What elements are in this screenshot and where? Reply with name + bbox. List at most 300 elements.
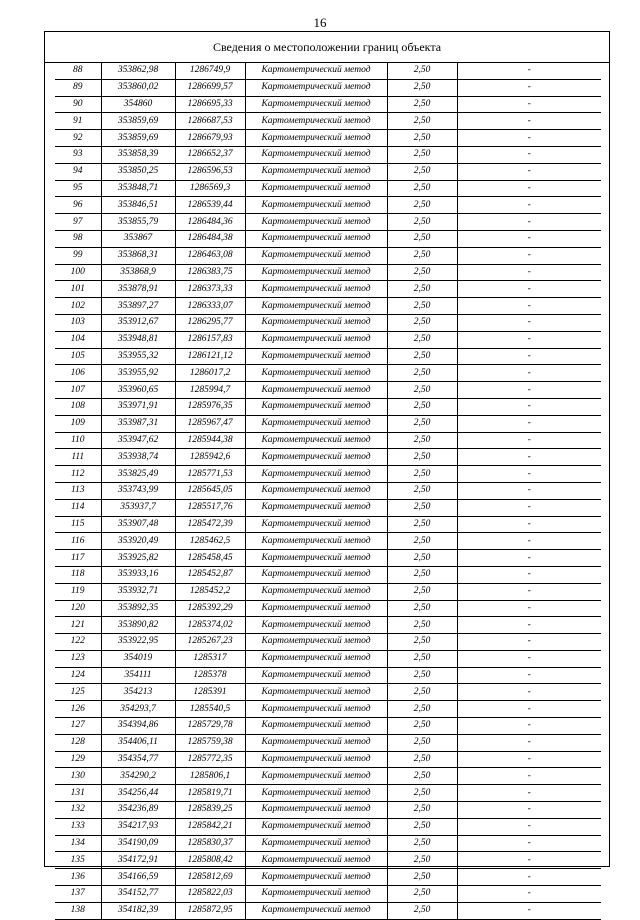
accuracy-cell: 2,50	[387, 617, 457, 634]
x-coordinate-cell: 353846,51	[101, 197, 175, 214]
point-number-cell: 138	[55, 902, 101, 919]
point-number-cell: 105	[55, 348, 101, 365]
description-cell: -	[457, 449, 601, 466]
x-coordinate-cell: 353860,02	[101, 79, 175, 96]
x-coordinate-cell: 353878,91	[101, 281, 175, 298]
accuracy-cell: 2,50	[387, 214, 457, 231]
method-cell: Картометрический метод	[245, 113, 387, 130]
accuracy-cell: 2,50	[387, 600, 457, 617]
accuracy-cell: 2,50	[387, 902, 457, 919]
method-cell: Картометрический метод	[245, 499, 387, 516]
table-row	[55, 382, 601, 399]
table-row	[55, 449, 601, 466]
table-row	[55, 415, 601, 432]
description-cell: -	[457, 718, 601, 735]
table-row	[55, 835, 601, 852]
x-coordinate-cell: 353987,31	[101, 415, 175, 432]
description-cell: -	[457, 768, 601, 785]
method-cell: Картометрический метод	[245, 197, 387, 214]
x-coordinate-cell: 354293,7	[101, 701, 175, 718]
point-number-cell: 119	[55, 583, 101, 600]
method-cell: Картометрический метод	[245, 348, 387, 365]
method-cell: Картометрический метод	[245, 96, 387, 113]
point-number-cell: 106	[55, 365, 101, 382]
point-number-cell: 137	[55, 886, 101, 903]
coordinates-table	[55, 63, 601, 920]
x-coordinate-cell: 353938,74	[101, 449, 175, 466]
accuracy-cell: 2,50	[387, 482, 457, 499]
x-coordinate-cell: 353858,39	[101, 146, 175, 163]
method-cell: Картометрический метод	[245, 516, 387, 533]
point-number-cell: 111	[55, 449, 101, 466]
accuracy-cell: 2,50	[387, 63, 457, 79]
accuracy-cell: 2,50	[387, 566, 457, 583]
accuracy-cell: 2,50	[387, 415, 457, 432]
method-cell: Картометрический метод	[245, 650, 387, 667]
table-row	[55, 130, 601, 147]
method-cell: Картометрический метод	[245, 566, 387, 583]
x-coordinate-cell: 353922,95	[101, 634, 175, 651]
method-cell: Картометрический метод	[245, 130, 387, 147]
y-coordinate-cell: 1285517,76	[175, 499, 245, 516]
point-number-cell: 136	[55, 869, 101, 886]
method-cell: Картометрический метод	[245, 398, 387, 415]
description-cell: -	[457, 684, 601, 701]
method-cell: Картометрический метод	[245, 852, 387, 869]
table-row	[55, 751, 601, 768]
page-number: 16	[313, 15, 327, 30]
method-cell: Картометрический метод	[245, 751, 387, 768]
y-coordinate-cell: 1285374,02	[175, 617, 245, 634]
y-coordinate-cell: 1285842,21	[175, 818, 245, 835]
accuracy-cell: 2,50	[387, 79, 457, 96]
point-number-cell: 93	[55, 146, 101, 163]
description-cell: -	[457, 600, 601, 617]
table-row	[55, 298, 601, 315]
method-cell: Картометрический метод	[245, 886, 387, 903]
method-cell: Картометрический метод	[245, 600, 387, 617]
point-number-cell: 128	[55, 734, 101, 751]
point-number-cell: 94	[55, 163, 101, 180]
description-cell: -	[457, 818, 601, 835]
y-coordinate-cell: 1285822,03	[175, 886, 245, 903]
description-cell: -	[457, 281, 601, 298]
accuracy-cell: 2,50	[387, 230, 457, 247]
accuracy-cell: 2,50	[387, 449, 457, 466]
accuracy-cell: 2,50	[387, 701, 457, 718]
description-cell: -	[457, 701, 601, 718]
method-cell: Картометрический метод	[245, 79, 387, 96]
x-coordinate-cell: 354190,09	[101, 835, 175, 852]
x-coordinate-cell: 353868,31	[101, 247, 175, 264]
description-cell: -	[457, 113, 601, 130]
description-cell: -	[457, 382, 601, 399]
x-coordinate-cell: 353868,9	[101, 264, 175, 281]
table-row	[55, 96, 601, 113]
accuracy-cell: 2,50	[387, 516, 457, 533]
method-cell: Картометрический метод	[245, 466, 387, 483]
point-number-cell: 88	[55, 63, 101, 79]
x-coordinate-cell: 354182,39	[101, 902, 175, 919]
description-cell: -	[457, 331, 601, 348]
y-coordinate-cell: 1285729,78	[175, 718, 245, 735]
accuracy-cell: 2,50	[387, 533, 457, 550]
point-number-cell: 135	[55, 852, 101, 869]
point-number-cell: 96	[55, 197, 101, 214]
method-cell: Картометрический метод	[245, 314, 387, 331]
y-coordinate-cell: 1286652,37	[175, 146, 245, 163]
description-cell: -	[457, 466, 601, 483]
x-coordinate-cell: 353897,27	[101, 298, 175, 315]
method-cell: Картометрический метод	[245, 718, 387, 735]
y-coordinate-cell: 1285994,7	[175, 382, 245, 399]
x-coordinate-cell: 353859,69	[101, 130, 175, 147]
accuracy-cell: 2,50	[387, 382, 457, 399]
table-row	[55, 146, 601, 163]
x-coordinate-cell: 353743,99	[101, 482, 175, 499]
point-number-cell: 117	[55, 550, 101, 567]
description-cell: -	[457, 869, 601, 886]
x-coordinate-cell: 353855,79	[101, 214, 175, 231]
point-number-cell: 103	[55, 314, 101, 331]
point-number-cell: 133	[55, 818, 101, 835]
x-coordinate-cell: 353947,62	[101, 432, 175, 449]
table-row	[55, 230, 601, 247]
table-row	[55, 550, 601, 567]
description-cell: -	[457, 852, 601, 869]
description-cell: -	[457, 785, 601, 802]
accuracy-cell: 2,50	[387, 197, 457, 214]
y-coordinate-cell: 1285830,37	[175, 835, 245, 852]
x-coordinate-cell: 354217,93	[101, 818, 175, 835]
method-cell: Картометрический метод	[245, 768, 387, 785]
accuracy-cell: 2,50	[387, 163, 457, 180]
point-number-cell: 131	[55, 785, 101, 802]
table-row	[55, 768, 601, 785]
y-coordinate-cell: 1286596,53	[175, 163, 245, 180]
method-cell: Картометрический метод	[245, 869, 387, 886]
x-coordinate-cell: 353890,82	[101, 617, 175, 634]
table-row	[55, 886, 601, 903]
table-row	[55, 499, 601, 516]
point-number-cell: 90	[55, 96, 101, 113]
x-coordinate-cell: 354406,11	[101, 734, 175, 751]
table-row	[55, 566, 601, 583]
description-cell: -	[457, 365, 601, 382]
description-cell: -	[457, 230, 601, 247]
y-coordinate-cell: 1285759,38	[175, 734, 245, 751]
y-coordinate-cell: 1286749,9	[175, 63, 245, 79]
point-number-cell: 99	[55, 247, 101, 264]
table-row	[55, 79, 601, 96]
accuracy-cell: 2,50	[387, 869, 457, 886]
accuracy-cell: 2,50	[387, 734, 457, 751]
x-coordinate-cell: 353948,81	[101, 331, 175, 348]
x-coordinate-cell: 353867	[101, 230, 175, 247]
table-row	[55, 398, 601, 415]
y-coordinate-cell: 1286463,08	[175, 247, 245, 264]
method-cell: Картометрический метод	[245, 365, 387, 382]
method-cell: Картометрический метод	[245, 634, 387, 651]
method-cell: Картометрический метод	[245, 449, 387, 466]
accuracy-cell: 2,50	[387, 852, 457, 869]
y-coordinate-cell: 1285452,2	[175, 583, 245, 600]
accuracy-cell: 2,50	[387, 398, 457, 415]
table-row	[55, 701, 601, 718]
accuracy-cell: 2,50	[387, 180, 457, 197]
description-cell: -	[457, 415, 601, 432]
method-cell: Картометрический метод	[245, 617, 387, 634]
point-number-cell: 95	[55, 180, 101, 197]
accuracy-cell: 2,50	[387, 281, 457, 298]
x-coordinate-cell: 353925,82	[101, 550, 175, 567]
table-row	[55, 365, 601, 382]
y-coordinate-cell: 1286695,33	[175, 96, 245, 113]
table-row	[55, 432, 601, 449]
accuracy-cell: 2,50	[387, 314, 457, 331]
y-coordinate-cell: 1285317	[175, 650, 245, 667]
accuracy-cell: 2,50	[387, 886, 457, 903]
y-coordinate-cell: 1286699,57	[175, 79, 245, 96]
description-cell: -	[457, 314, 601, 331]
table-row	[55, 281, 601, 298]
table-row	[55, 247, 601, 264]
y-coordinate-cell: 1285392,29	[175, 600, 245, 617]
point-number-cell: 121	[55, 617, 101, 634]
point-number-cell: 89	[55, 79, 101, 96]
accuracy-cell: 2,50	[387, 113, 457, 130]
table-row	[55, 650, 601, 667]
method-cell: Картометрический метод	[245, 667, 387, 684]
point-number-cell: 116	[55, 533, 101, 550]
table-row	[55, 466, 601, 483]
method-cell: Картометрический метод	[245, 298, 387, 315]
point-number-cell: 102	[55, 298, 101, 315]
x-coordinate-cell: 353848,71	[101, 180, 175, 197]
x-coordinate-cell: 353892,35	[101, 600, 175, 617]
description-cell: -	[457, 516, 601, 533]
point-number-cell: 124	[55, 667, 101, 684]
y-coordinate-cell: 1285391	[175, 684, 245, 701]
x-coordinate-cell: 353960,65	[101, 382, 175, 399]
accuracy-cell: 2,50	[387, 550, 457, 567]
table-row	[55, 583, 601, 600]
table-row	[55, 852, 601, 869]
description-cell: -	[457, 146, 601, 163]
description-cell: -	[457, 432, 601, 449]
accuracy-cell: 2,50	[387, 802, 457, 819]
description-cell: -	[457, 734, 601, 751]
point-number-cell: 109	[55, 415, 101, 432]
accuracy-cell: 2,50	[387, 264, 457, 281]
method-cell: Картометрический метод	[245, 163, 387, 180]
accuracy-cell: 2,50	[387, 365, 457, 382]
description-cell: -	[457, 482, 601, 499]
accuracy-cell: 2,50	[387, 667, 457, 684]
y-coordinate-cell: 1285872,95	[175, 902, 245, 919]
method-cell: Картометрический метод	[245, 432, 387, 449]
method-cell: Картометрический метод	[245, 701, 387, 718]
accuracy-cell: 2,50	[387, 718, 457, 735]
method-cell: Картометрический метод	[245, 684, 387, 701]
method-cell: Картометрический метод	[245, 550, 387, 567]
y-coordinate-cell: 1285772,35	[175, 751, 245, 768]
method-cell: Картометрический метод	[245, 146, 387, 163]
table-row	[55, 264, 601, 281]
point-number-cell: 101	[55, 281, 101, 298]
description-cell: -	[457, 835, 601, 852]
method-cell: Картометрический метод	[245, 331, 387, 348]
point-number-cell: 113	[55, 482, 101, 499]
x-coordinate-cell: 354236,89	[101, 802, 175, 819]
x-coordinate-cell: 353825,49	[101, 466, 175, 483]
accuracy-cell: 2,50	[387, 146, 457, 163]
method-cell: Картометрический метод	[245, 583, 387, 600]
accuracy-cell: 2,50	[387, 298, 457, 315]
table-row	[55, 718, 601, 735]
table-row	[55, 197, 601, 214]
point-number-cell: 125	[55, 684, 101, 701]
accuracy-cell: 2,50	[387, 331, 457, 348]
description-cell: -	[457, 533, 601, 550]
description-cell: -	[457, 617, 601, 634]
x-coordinate-cell: 353912,67	[101, 314, 175, 331]
method-cell: Картометрический метод	[245, 734, 387, 751]
y-coordinate-cell: 1285839,25	[175, 802, 245, 819]
x-coordinate-cell: 354213	[101, 684, 175, 701]
table-row	[55, 214, 601, 231]
accuracy-cell: 2,50	[387, 835, 457, 852]
description-cell: -	[457, 163, 601, 180]
accuracy-cell: 2,50	[387, 634, 457, 651]
x-coordinate-cell: 354019	[101, 650, 175, 667]
description-cell: -	[457, 214, 601, 231]
table-row	[55, 516, 601, 533]
point-number-cell: 104	[55, 331, 101, 348]
x-coordinate-cell: 353859,69	[101, 113, 175, 130]
y-coordinate-cell: 1285819,71	[175, 785, 245, 802]
method-cell: Картометрический метод	[245, 415, 387, 432]
description-cell: -	[457, 902, 601, 919]
description-cell: -	[457, 886, 601, 903]
y-coordinate-cell: 1285472,39	[175, 516, 245, 533]
method-cell: Картометрический метод	[245, 180, 387, 197]
y-coordinate-cell: 1286539,44	[175, 197, 245, 214]
table-row	[55, 163, 601, 180]
accuracy-cell: 2,50	[387, 499, 457, 516]
table-row	[55, 63, 601, 79]
x-coordinate-cell: 353932,71	[101, 583, 175, 600]
table-row	[55, 734, 601, 751]
x-coordinate-cell: 354152,77	[101, 886, 175, 903]
x-coordinate-cell: 353933,16	[101, 566, 175, 583]
table-row	[55, 113, 601, 130]
description-cell: -	[457, 566, 601, 583]
table-row	[55, 331, 601, 348]
method-cell: Картометрический метод	[245, 264, 387, 281]
x-coordinate-cell: 354256,44	[101, 785, 175, 802]
description-cell: -	[457, 583, 601, 600]
x-coordinate-cell: 353937,7	[101, 499, 175, 516]
y-coordinate-cell: 1286687,53	[175, 113, 245, 130]
y-coordinate-cell: 1285267,23	[175, 634, 245, 651]
y-coordinate-cell: 1285812,69	[175, 869, 245, 886]
description-cell: -	[457, 264, 601, 281]
method-cell: Картометрический метод	[245, 785, 387, 802]
method-cell: Картометрический метод	[245, 281, 387, 298]
description-cell: -	[457, 398, 601, 415]
table-row	[55, 634, 601, 651]
table-row	[55, 348, 601, 365]
method-cell: Картометрический метод	[245, 482, 387, 499]
table-row	[55, 314, 601, 331]
accuracy-cell: 2,50	[387, 247, 457, 264]
table-row	[55, 785, 601, 802]
y-coordinate-cell: 1286679,93	[175, 130, 245, 147]
y-coordinate-cell: 1286121,12	[175, 348, 245, 365]
x-coordinate-cell: 354172,91	[101, 852, 175, 869]
point-number-cell: 120	[55, 600, 101, 617]
description-cell: -	[457, 298, 601, 315]
x-coordinate-cell: 353850,25	[101, 163, 175, 180]
description-cell: -	[457, 634, 601, 651]
y-coordinate-cell: 1286484,36	[175, 214, 245, 231]
table-row	[55, 600, 601, 617]
method-cell: Картометрический метод	[245, 230, 387, 247]
description-cell: -	[457, 197, 601, 214]
y-coordinate-cell: 1285540,5	[175, 701, 245, 718]
y-coordinate-cell: 1285771,53	[175, 466, 245, 483]
y-coordinate-cell: 1285942,6	[175, 449, 245, 466]
table-row	[55, 869, 601, 886]
point-number-cell: 132	[55, 802, 101, 819]
table-row	[55, 482, 601, 499]
y-coordinate-cell: 1285967,47	[175, 415, 245, 432]
description-cell: -	[457, 348, 601, 365]
accuracy-cell: 2,50	[387, 348, 457, 365]
accuracy-cell: 2,50	[387, 751, 457, 768]
description-cell: -	[457, 96, 601, 113]
y-coordinate-cell: 1285452,87	[175, 566, 245, 583]
point-number-cell: 112	[55, 466, 101, 483]
table-row	[55, 667, 601, 684]
description-cell: -	[457, 667, 601, 684]
description-cell: -	[457, 79, 601, 96]
table-row	[55, 802, 601, 819]
y-coordinate-cell: 1285645,05	[175, 482, 245, 499]
point-number-cell: 122	[55, 634, 101, 651]
accuracy-cell: 2,50	[387, 583, 457, 600]
point-number-cell: 123	[55, 650, 101, 667]
description-cell: -	[457, 499, 601, 516]
method-cell: Картометрический метод	[245, 63, 387, 79]
description-cell: -	[457, 650, 601, 667]
x-coordinate-cell: 353955,32	[101, 348, 175, 365]
y-coordinate-cell: 1286373,33	[175, 281, 245, 298]
description-cell: -	[457, 550, 601, 567]
table-row	[55, 818, 601, 835]
point-number-cell: 129	[55, 751, 101, 768]
x-coordinate-cell: 353955,92	[101, 365, 175, 382]
y-coordinate-cell: 1285808,42	[175, 852, 245, 869]
y-coordinate-cell: 1286295,77	[175, 314, 245, 331]
x-coordinate-cell: 353907,48	[101, 516, 175, 533]
accuracy-cell: 2,50	[387, 130, 457, 147]
table-row	[55, 684, 601, 701]
method-cell: Картометрический метод	[245, 818, 387, 835]
y-coordinate-cell: 1286383,75	[175, 264, 245, 281]
accuracy-cell: 2,50	[387, 466, 457, 483]
